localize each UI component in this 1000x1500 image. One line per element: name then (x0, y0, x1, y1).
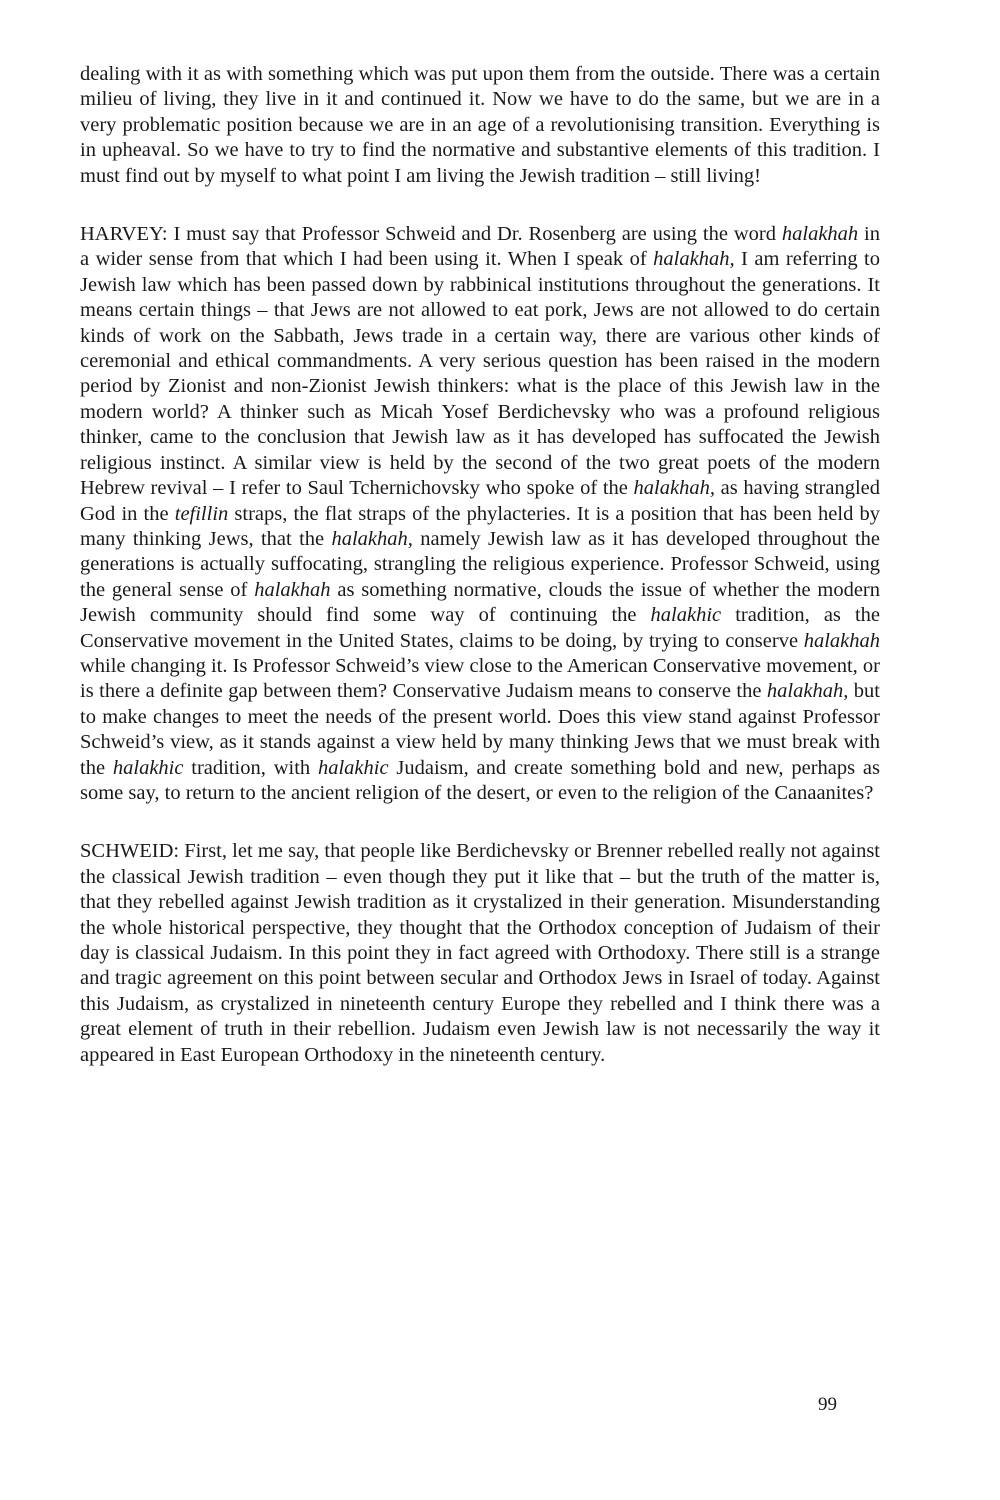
italic-term: halakhic (650, 604, 722, 627)
speaker-label: HARVEY: (80, 223, 168, 246)
page-number: 99 (818, 1394, 837, 1415)
body-text (80, 62, 880, 1101)
italic-term: halakhah (803, 629, 880, 652)
text-run: I am referring to Jewish law which has been passed down by rabbinical institutions throughout the generations. It means certain things – that Jews are not allowed to eat pork, Jews are not allowed to do certain kinds of work on the Sabbath, Jews trade in a certain way, there are various other kinds of ceremonial and ethical commandments. A very serious question has been raised in the modern period by Zionist and non-Zionist Jewish thinkers: what is the place of this Jewish law in the modern world? A thinker such as Micah Yosef Berdichevsky who was a profound religious thinker, came to the conclusion that Jewish law as it has developed has suffocated the Jewish religious instinct. A similar view is held by the second of the two great poets of the modern Hebrew revival – I refer to Saul Tchernichovsky who spoke of the (80, 248, 880, 500)
italic-term: halakhah, (766, 680, 849, 703)
text-run: as having strangled God in the (80, 477, 881, 525)
italic-term: tefillin (174, 502, 229, 525)
text-run: First, let me say, that people like Berdichevsky or Brenner rebelled really not against the classical Jewish tradition – even though they put it like that – but the truth of the matter is, that they rebelled against Jewish tradition as it crystalized in their generation. Misunderstanding the whole historical perspective, they thought that the Orthodox conception of Judaism of their day is classical Judaism. In this point they in fact agreed with Orthodoxy. There still is a strange and tragic agreement on this point between secular and Orthodox Jews in Israel of today. Against this Judaism, as crystalized in nineteenth century Europe they rebelled and I think there was a great element of truth in their rebellion. Judaism even Jewish law is not necessarily the way it appeared in East European Orthodoxy in the nineteenth century. (80, 840, 880, 1066)
text-run: while changing it. Is Professor Schweid’s view close to the American Conservative movement, or is there a definite gap between them? Conservative Judaism means to conserve the (80, 654, 880, 703)
text-run: but to make changes to meet the needs of the present world. Does this view stand against Professor Schweid’s view, as it stands against a view held by many thinking Jews that we must break with the (80, 680, 880, 779)
italic-term: halakhah (254, 578, 331, 601)
text-run: in a wider sense from that which I had been using it. When I speak of (80, 223, 880, 271)
italic-term: halakhah, (331, 527, 413, 550)
text-run: Judaism, and create something bold and new, perhaps as some say, to return to the ancient religion of the desert, or even to the religion of the Canaanites? (80, 756, 881, 804)
italic-term: halakhah, (653, 248, 735, 271)
italic-term: halakhah, (633, 477, 715, 500)
text-run: tradition, as the Conservative movement in the United States, claims to be doing, by trying to conserve (80, 604, 880, 652)
italic-term: halakhic (317, 756, 389, 779)
text-run: dealing with it as with something which was put upon them from the outside. There was a certain milieu of living, they live in it and continued it. Now we have to do the same, but we are in a very problematic position because we are in an age of a revolutionising transition. Everything is in upheaval. So we have to try to find the normative and substantive elements of this tradition. I must find out by myself to what point I am living the Jewish tradition – still living! (80, 63, 880, 187)
text-run: tradition, with (183, 756, 318, 779)
text-run: straps, the flat straps of the phylacteries. It is a position that has been held by many thinking Jews, that the (80, 502, 881, 550)
italic-term: halakhic (112, 756, 184, 779)
paragraph-continuation (80, 62, 880, 189)
italic-term: halakhah (781, 223, 859, 246)
text-run: as something normative, clouds the issue of whether the modern Jewish community should find some way of continuing the (80, 578, 881, 627)
text-run: namely Jewish law as it has developed throughout the generations is actually suffocating, strangling the religious experience. Professor Schweid, using the general sense of (80, 527, 880, 601)
speaker-label: SCHWEID: (80, 840, 180, 863)
paragraph-schweid (80, 839, 880, 1068)
paragraph-harvey (80, 222, 880, 806)
text-run: I must say that Professor Schweid and Dr. Rosenberg are using the word (167, 223, 782, 246)
